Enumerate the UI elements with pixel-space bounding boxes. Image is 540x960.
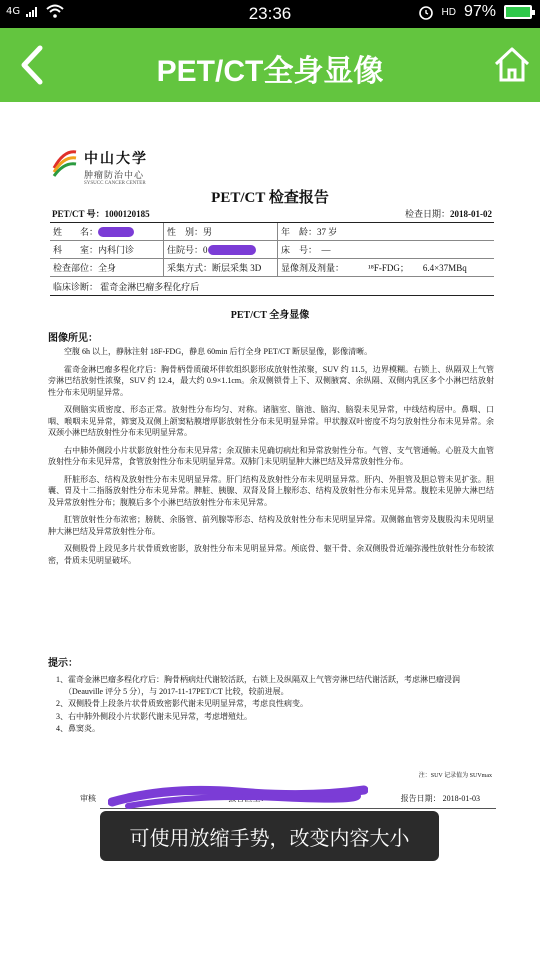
exam-area-field: 检查部位：全身 (50, 259, 164, 276)
clinical-diagnosis-field: 临床诊断： 霍奇金淋巴瘤多程化疗后 (53, 281, 200, 292)
gender-field: 性 别：男 (164, 223, 278, 240)
redaction-mark (208, 245, 256, 255)
alarm-icon (418, 4, 434, 20)
department-field: 科 室：内科门诊 (50, 241, 164, 258)
acquisition-field: 采集方式：断层采集 3D (164, 259, 278, 276)
status-time: 23:36 (248, 4, 292, 23)
findings-paragraph: 霍奇金淋巴瘤多程化疗后：胸骨柄骨质破坏伴软组织影形成放射性浓聚，SUV 约 11.5，边界模糊。右锁上、纵隔双上气管旁淋巴结放射性浓聚，SUV 约 12.4，最大约 0.9×1.1cm。余双侧锁骨上下、双侧腋窝、余纵隔、双侧内乳区多个小淋巴结放射性分布未见明显异常。 (48, 364, 494, 397)
findings-text (48, 346, 494, 572)
table-row (50, 223, 494, 241)
name-field: 姓 名： (53, 227, 99, 237)
bed-number-field: 床 号： — (281, 245, 331, 255)
app-header (0, 28, 540, 102)
conclusion-item: 4、鼻窦炎。 (56, 724, 100, 733)
findings-paragraph: 肝脏形态、结构及放射性分布未见明显异常。肝门结构及放射性分布未见明显异常。肝内、外胆管及胆总管未见扩张。胆囊、胃及十二指肠放射性分布未见异常。脾脏、胰腺、双肾及肾上腺形态、结构及放射性分布未见异常。腹腔未见肿大淋巴结及异常放射性分布；腹膜后多个小淋巴结放射性分布未见异常。 (48, 474, 494, 507)
hospital-logo (50, 144, 148, 186)
conclusion-text (48, 674, 494, 736)
findings-paragraph: 双侧股骨上段见多片状骨质致密影，放射性分布未见明显异常。颅底骨、躯干骨、余双侧股骨近端弥漫性放射性分布较浓密，骨质未见明显破坏。 (48, 544, 494, 565)
home-button[interactable] (492, 44, 532, 86)
hospital-logo-icon (50, 144, 78, 178)
logo-main-text: 中山大学 (84, 152, 148, 167)
footer-divider (100, 808, 496, 809)
conclusion-item: 3、右中肺外侧段小片状影代谢未见异常，考虑增殖灶。 (56, 711, 252, 721)
pet-ct-number: PET/CT 号：1000120185 (52, 209, 150, 219)
findings-label: 图像所见： (48, 333, 98, 344)
page-title: PET/CT全身显像 (156, 55, 384, 88)
report-date: 报告日期： 2018-01-03 (400, 794, 480, 803)
findings-paragraph: 右中肺外侧段小片状影放射性分布未见异常；余双肺未见确切病灶和异常放射性分布。气管、支气管通畅。心脏及大血管放射性分布未见异常，食管放射性分布未见明显异常。双肺门未见明显肿大淋巴结及异常放射性分布。 (48, 445, 494, 466)
hd-badge: HD (441, 6, 456, 18)
conclusion-item: 1、霍奇金淋巴瘤多程化疗后：胸骨柄病灶代谢较活跃，右锁上及纵隔双上气管旁淋巴结代谢活跃，考虑淋巴瘤浸润（Deauville 评分 5 分），与 2017-11-17PET/CT 比较，较前进展。 (56, 675, 460, 696)
logo-sub-text: 肿瘤防治中心 (84, 170, 145, 180)
table-row (50, 259, 494, 277)
logo-en-text: SYSUCC CANCER CENTER (84, 181, 146, 186)
exam-date: 检查日期：2018-01-02 (404, 209, 492, 219)
status-bar (0, 0, 540, 28)
conclusion-label: 提示： (48, 658, 78, 669)
tracer-dose-field: 显像剂及剂量： ¹⁸F-FDG； 6.4×37MBq (281, 262, 467, 273)
inpatient-number-field: 住院号：0 (167, 245, 208, 255)
status-right (418, 3, 532, 21)
patient-info-table (50, 222, 494, 296)
findings-paragraph: 空腹 6h 以上，静脉注射 18F-FDG，静息 60min 后行全身 PET/CT 断层显像，影像清晰。 (64, 347, 373, 356)
report-doctor-label: 报告医生： (228, 794, 269, 803)
zoom-hint-toast: 可使用放缩手势，改变内容大小 (100, 811, 439, 861)
suv-note: 注：SUV 记录值为 SUVmax (418, 773, 492, 779)
battery-icon (504, 5, 532, 19)
reviewer-label: 审核 (80, 794, 96, 803)
redaction-mark (98, 227, 134, 237)
report-meta (52, 207, 492, 220)
network-label: 4G (6, 5, 21, 17)
findings-paragraph: 肛管放射性分布浓密；膀胱、余肠管、前列腺等形态、结构及放射性分布未见明显异常。双侧髂血管旁及腹股沟未见明显肿大淋巴结及异常放射性分布。 (48, 515, 494, 536)
table-row (50, 277, 494, 295)
report-title: PET/CT 检查报告 (211, 190, 329, 206)
section-title: PET/CT 全身显像 (230, 310, 310, 321)
findings-paragraph: 双侧脑实质密度、形态正常。放射性分布均匀、对称。诸脑室、脑池、脑沟、脑裂未见异常，中线结构居中。鼻咽、口咽、喉咽未见异常，筛窦及双侧上颌窦粘膜增厚影放射性分布未见明显异常。甲状腺双叶密度不均匀放射性分布未见异常。余双颈小淋巴结放射性分布未见明显异常。 (48, 405, 494, 437)
conclusion-item: 2、双侧股骨上段条片状骨质致密影代谢未见明显异常，考虑良性病变。 (56, 699, 308, 708)
age-field: 年 龄：37 岁 (281, 227, 338, 237)
battery-percent: 97% (463, 3, 496, 20)
signature-row (80, 793, 480, 804)
home-icon (492, 44, 532, 86)
table-row (50, 241, 494, 259)
